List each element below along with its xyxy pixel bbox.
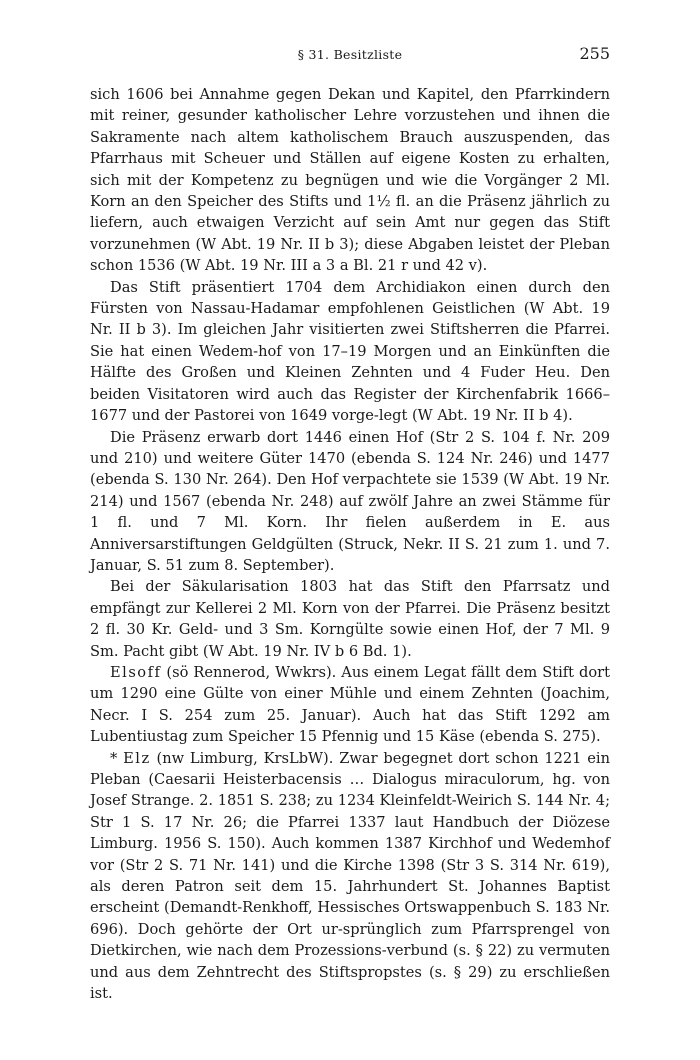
- running-head: § 31. Besitzliste: [297, 47, 403, 62]
- body-text: [90, 84, 610, 1004]
- asterisk-marker: *: [110, 749, 124, 767]
- elz-text: (nw Limburg, KrsLbW). Zwar begegnet dort schon 1221 ein Pleban (Caesarii Heisterbacensis … Dialogus miraculorum, hg. von Josef Strange. 2. 1851 S. 238; zu 1234 Kleinfeldt-Weirich S. 144 Nr. 4; Str 1 S. 17 Nr. 26; die Pfarrei 1337 laut Handbuch der Diözese Limburg. 1956 S. 150). Auch kommen 1387 Kirchhof und Wedemhof vor (Str 2 S. 71 Nr. 141) und die Kirche 1398 (Str 3 S. 314 Nr. 619), als deren Patron seit dem 15. Jahrhundert St. Johannes Baptist erscheint (Demandt-Renkhoff, Hessisches Ortswappenbuch S. 183 Nr. 696). Doch gehörte der Ort ur-sprünglich zum Pfarrsprengel von Dietkirchen, wie nach dem Prozessions-verbund (s. § 22) zu vermuten und aus dem Zehntrecht des Stiftspropstes (s. § 29) zu erschließen ist.: [90, 749, 611, 1003]
- paragraph: sich 1606 bei Annahme gegen Dekan und Kapitel, den Pfarrkindern mit reiner, gesunder katholischer Lehre vorzustehen und ihnen die Sakramente nach altem katholischem Brauch auszuspenden, das Pfarrhaus mit Scheuer und Ställen auf eigene Kosten zu erhalten, sich mit der Kompetenz zu begnügen und wie die Vorgänger 2 Ml. Korn an den Speicher des Stifts und 1½ fl. an die Präsenz jährlich zu liefern, auch etwaigen Verzicht auf sein Amt nur gegen das Stift vorzunehmen (W Abt. 19 Nr. II b 3); diese Abgaben leistet der Pleban schon 1536 (W Abt. 19 Nr. III a 3 a Bl. 21 r und 42 v).: [90, 86, 610, 275]
- page-header: [90, 44, 610, 68]
- page-number: 255: [579, 44, 610, 63]
- paragraph-elz: [90, 748, 610, 1005]
- paragraph: Das Stift präsentiert 1704 dem Archidiakon einen durch den Fürsten von Nassau-Hadamar empfohlenen Geistlichen (W Abt. 19 Nr. II b 3). Im gleichen Jahr visitierten zwei Stiftsherren die Pfarrei. Sie hat einen Wedem-hof von 17–19 Morgen und an Einkünften die Hälfte des Großen und Kleinen Zehnten und 4 Fuder Heu. Den beiden Visitatoren wird auch das Register der Kirchenfabrik 1666–1677 und der Pastorei von 1649 vorge-legt (W Abt. 19 Nr. II b 4).: [90, 278, 610, 425]
- place-name-elsoff: Elsoff: [110, 663, 162, 681]
- place-name-elz: Elz: [123, 749, 151, 767]
- paragraph: Die Präsenz erwarb dort 1446 einen Hof (Str 2 S. 104 f. Nr. 209 und 210) und weitere Güter 1470 (ebenda S. 124 Nr. 246) und 1477 (ebenda S. 130 Nr. 264). Den Hof verpachtete sie 1539 (W Abt. 19 Nr. 214) und 1567 (ebenda Nr. 248) auf zwölf Jahre an zwei Stämme für 1 fl. und 7 Ml. Korn. Ihr fielen außerdem in E. aus Anniversarstiftungen Geldgülten (Struck, Nekr. II S. 21 zum 1. und 7. Januar, S. 51 zum 8. September).: [90, 428, 610, 574]
- paragraph-elsoff: [90, 662, 610, 748]
- elsoff-text: (sö Rennerod, Wwkrs). Aus einem Legat fällt dem Stift dort um 1290 eine Gülte von einer Mühle und einem Zehnten (Joachim, Necr. I S. 254 zum 25. Januar). Auch hat das Stift 1292 am Lubentiustag zum Speicher 15 Pfennig und 15 Käse (ebenda S. 275).: [90, 663, 610, 746]
- paragraph: Bei der Säkularisation 1803 hat das Stift den Pfarrsatz und empfängt zur Kellerei 2 Ml. Korn von der Pfarrei. Die Präsenz besitzt 2 fl. 30 Kr. Geld- und 3 Sm. Korngülte sowie einen Hof, der 7 Ml. 9 Sm. Pacht gibt (W Abt. 19 Nr. IV b 6 Bd. 1).: [90, 578, 610, 660]
